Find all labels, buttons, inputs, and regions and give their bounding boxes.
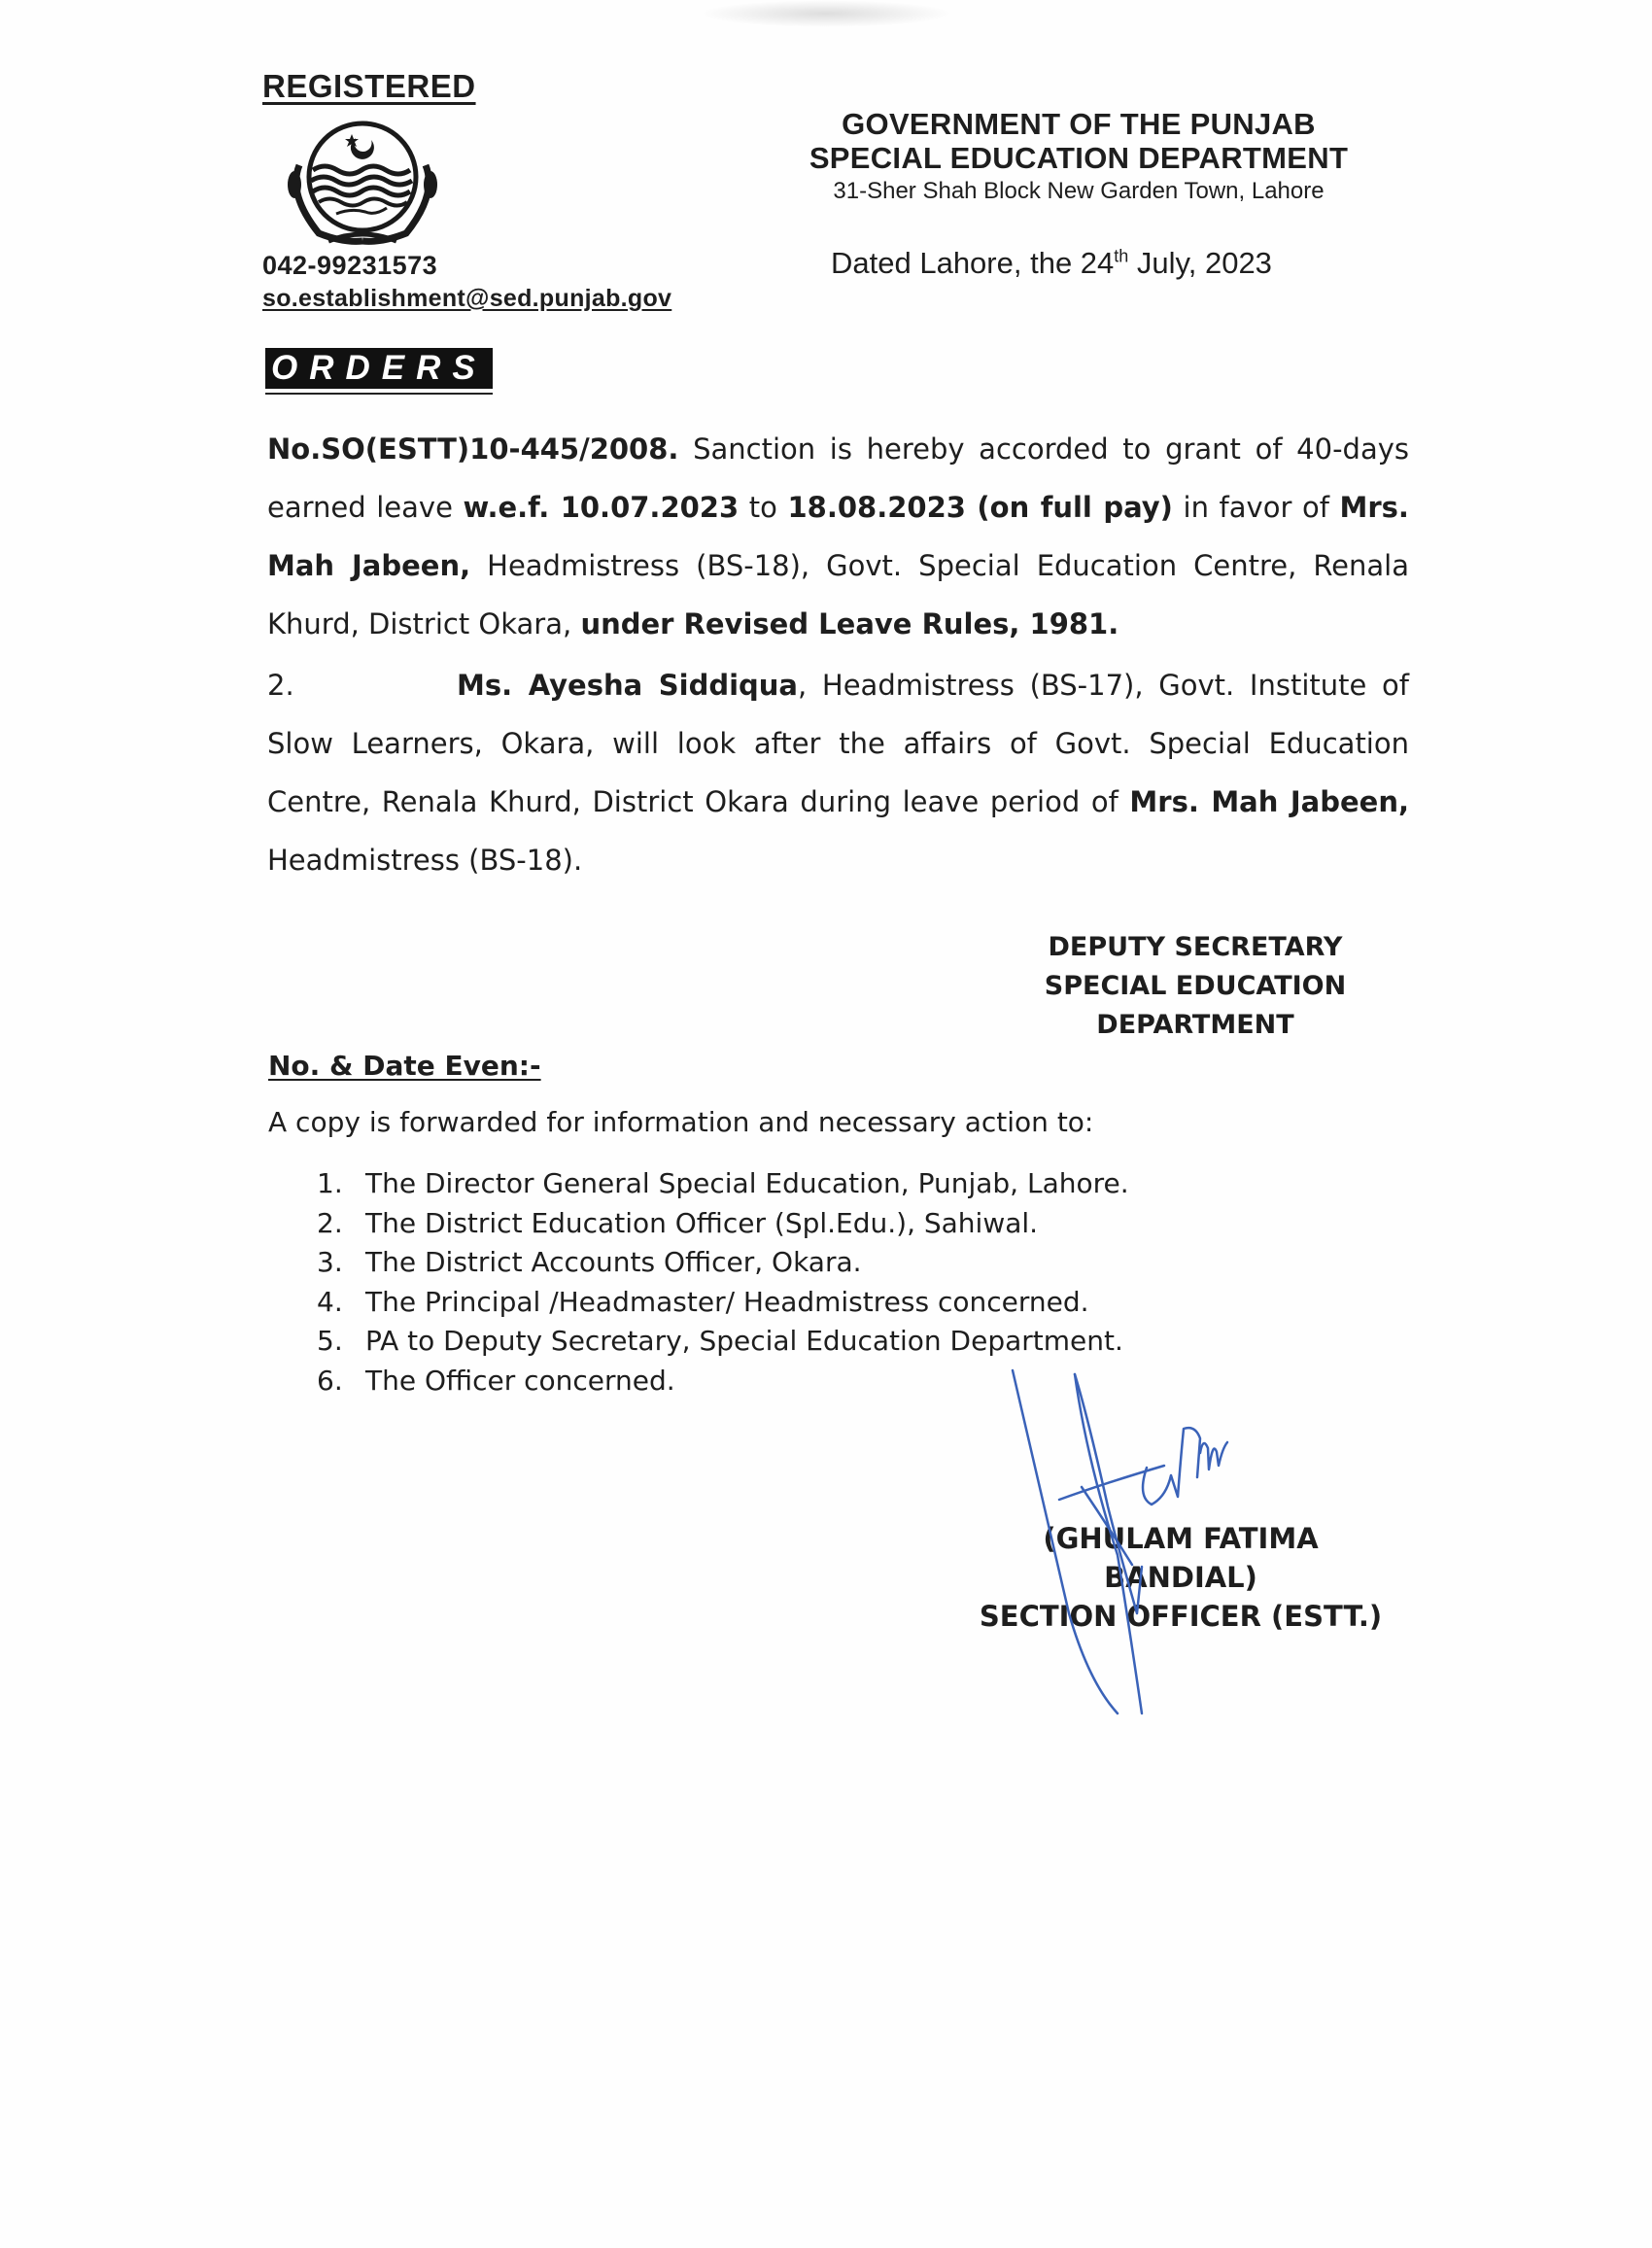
- employee-name: Mrs. Mah Jabeen,: [267, 491, 1409, 582]
- government-title: GOVERNMENT OF THE PUNJAB: [842, 107, 1316, 141]
- registered-label: REGISTERED: [262, 68, 476, 104]
- list-item: [317, 1283, 1129, 1323]
- department-address: 31-Sher Shah Block New Garden Town, Lahore: [833, 178, 1325, 204]
- orders-underline: [265, 393, 493, 395]
- email-address[interactable]: so.establishment@sed.punjab.gov: [262, 285, 672, 312]
- leave-end: 18.08.2023 (on full pay): [787, 491, 1173, 524]
- date-suffix: July, 2023: [1128, 246, 1272, 280]
- list-item: [317, 1322, 1129, 1362]
- department-title: SPECIAL EDUCATION DEPARTMENT: [809, 141, 1349, 175]
- substitute-name: Ms. Ayesha Siddiqua: [457, 669, 798, 702]
- order-paragraph-2: [267, 656, 1409, 889]
- copy-heading: No. & Date Even:-: [268, 1050, 541, 1082]
- item-text: The Principal /Headmaster/ Headmistress concerned.: [365, 1285, 1089, 1318]
- date-ordinal: th: [1114, 246, 1129, 266]
- text: to: [739, 491, 788, 524]
- phone-number: 042-99231573: [262, 251, 438, 280]
- paragraph-number: 2.: [267, 669, 294, 702]
- list-item: [317, 1164, 1129, 1204]
- order-paragraph-1: [267, 420, 1409, 653]
- item-number: 4.: [317, 1285, 343, 1318]
- date-prefix: Dated Lahore, the 24: [831, 246, 1115, 280]
- list-item: [317, 1204, 1129, 1244]
- item-number: 2.: [317, 1206, 343, 1239]
- item-number: 6.: [317, 1364, 343, 1397]
- scan-artifact: [700, 0, 952, 27]
- leave-start: w.e.f. 10.07.2023: [463, 491, 740, 524]
- signature-icon: [972, 1361, 1263, 1730]
- signatory-name: (GHULAM FATIMA BANDIAL): [1043, 1522, 1319, 1594]
- text: Sanction is hereby accorded to grant of 40-days earned leave: [267, 432, 1409, 524]
- item-text: The District Education Officer (Spl.Edu.), Sahiwal.: [365, 1206, 1039, 1239]
- item-number: 5.: [317, 1325, 343, 1357]
- copy-intro: A copy is forwarded for information and necessary action to:: [268, 1106, 1094, 1138]
- authority-line: SPECIAL EDUCATION: [1044, 971, 1347, 1001]
- item-text: The Director General Special Education, Punjab, Lahore.: [365, 1167, 1129, 1199]
- list-item: [317, 1243, 1129, 1283]
- dated-line: [831, 246, 1272, 281]
- issuing-authority: [1001, 928, 1390, 1045]
- orders-heading: ORDERS: [265, 348, 493, 389]
- item-number: 3.: [317, 1246, 343, 1278]
- text: in favor of: [1172, 491, 1340, 524]
- item-text: The District Accounts Officer, Okara.: [365, 1246, 862, 1278]
- text: Headmistress (BS-18), Govt. Special Education Centre, Renala Khurd, District Okara,: [267, 549, 1409, 640]
- authority-line: DEPUTY SECRETARY: [1048, 932, 1343, 962]
- punjab-emblem-icon: [270, 117, 455, 253]
- item-text: PA to Deputy Secretary, Special Education Department.: [365, 1325, 1123, 1357]
- employee-name: Mrs. Mah Jabeen,: [1129, 785, 1409, 818]
- order-reference-number: No.SO(ESTT)10-445/2008.: [267, 432, 679, 466]
- item-number: 1.: [317, 1167, 343, 1199]
- authority-line: DEPARTMENT: [1096, 1010, 1294, 1040]
- signatory-designation: SECTION OFFICER (ESTT.): [979, 1600, 1383, 1633]
- item-text: The Officer concerned.: [365, 1364, 675, 1397]
- text: Headmistress (BS-18).: [267, 844, 583, 877]
- text: , Headmistress (BS-17), Govt. Institute of Slow Learners, Okara, will look after the affairs of Govt. Special Education Centre, Renala Khurd, District Okara during leave period of: [267, 669, 1410, 818]
- leave-rules: under Revised Leave Rules, 1981.: [580, 607, 1119, 640]
